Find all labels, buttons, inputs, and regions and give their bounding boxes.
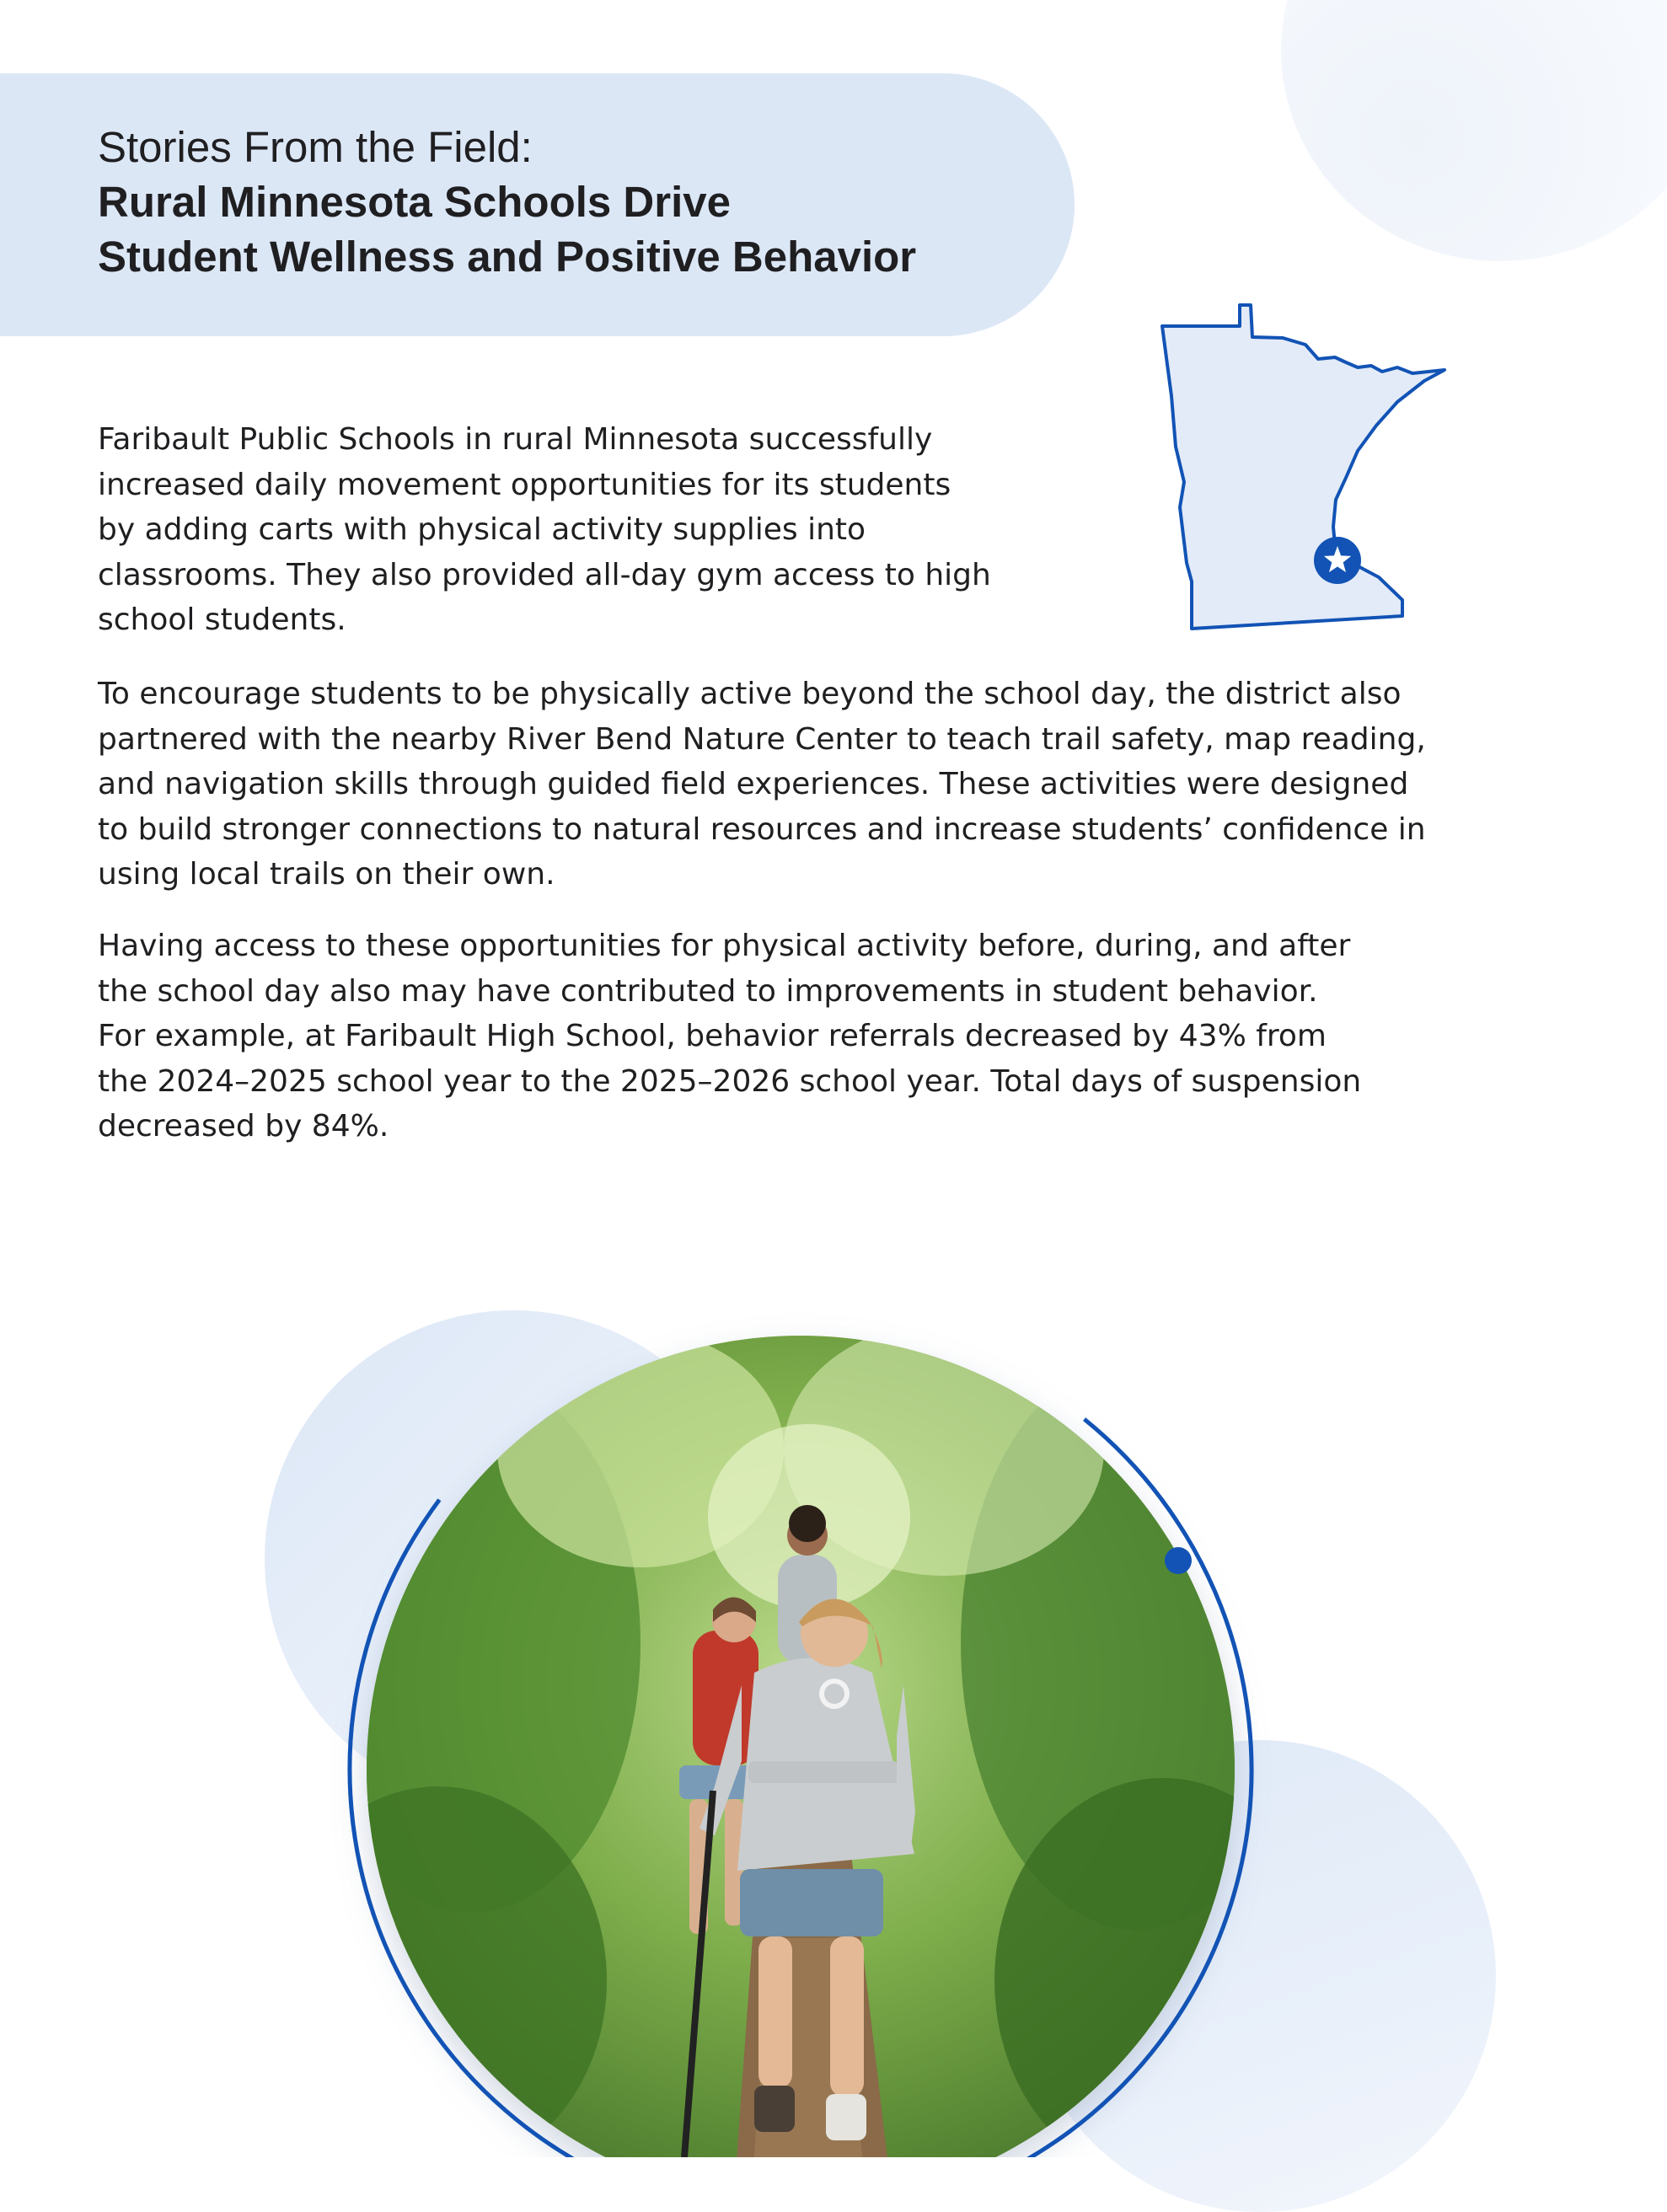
intro-paragraph: Faribault Public Schools in rural Minnesota successfully increased daily movement opportunities for its students by adding carts with physical activity supplies into classrooms. They also provided all-day gym access to high school students. <box>98 422 991 637</box>
behavior-paragraph: Having access to these opportunities for physical activity before, during, and after the school day also may have contributed to improvements in student behavior. For example, at Faribault High School, behavior referrals decreased by 43% from the 2024–2025 school year to the 2025–2026 school year. Total days of suspension decreased by 84%. <box>98 929 1362 1143</box>
nature-center-paragraph: To encourage students to be physically active beyond the school day, the district also partnered with the nearby River Bend Nature Center to teach trail safety, map reading, and navigation skills through guided field experiences. These activities were designed to build stronger connections to natural resources and increase students’ confidence in using local trails on their own. <box>98 677 1426 892</box>
hiking-photo <box>270 1323 1332 2157</box>
orbit-dot <box>1165 1547 1192 1574</box>
title-kicker: Stories From the Field: <box>98 123 533 171</box>
title-line-2: Rural Minnesota Schools Drive <box>98 178 732 226</box>
title-line-3: Student Wellness and Positive Behavior <box>98 233 917 281</box>
